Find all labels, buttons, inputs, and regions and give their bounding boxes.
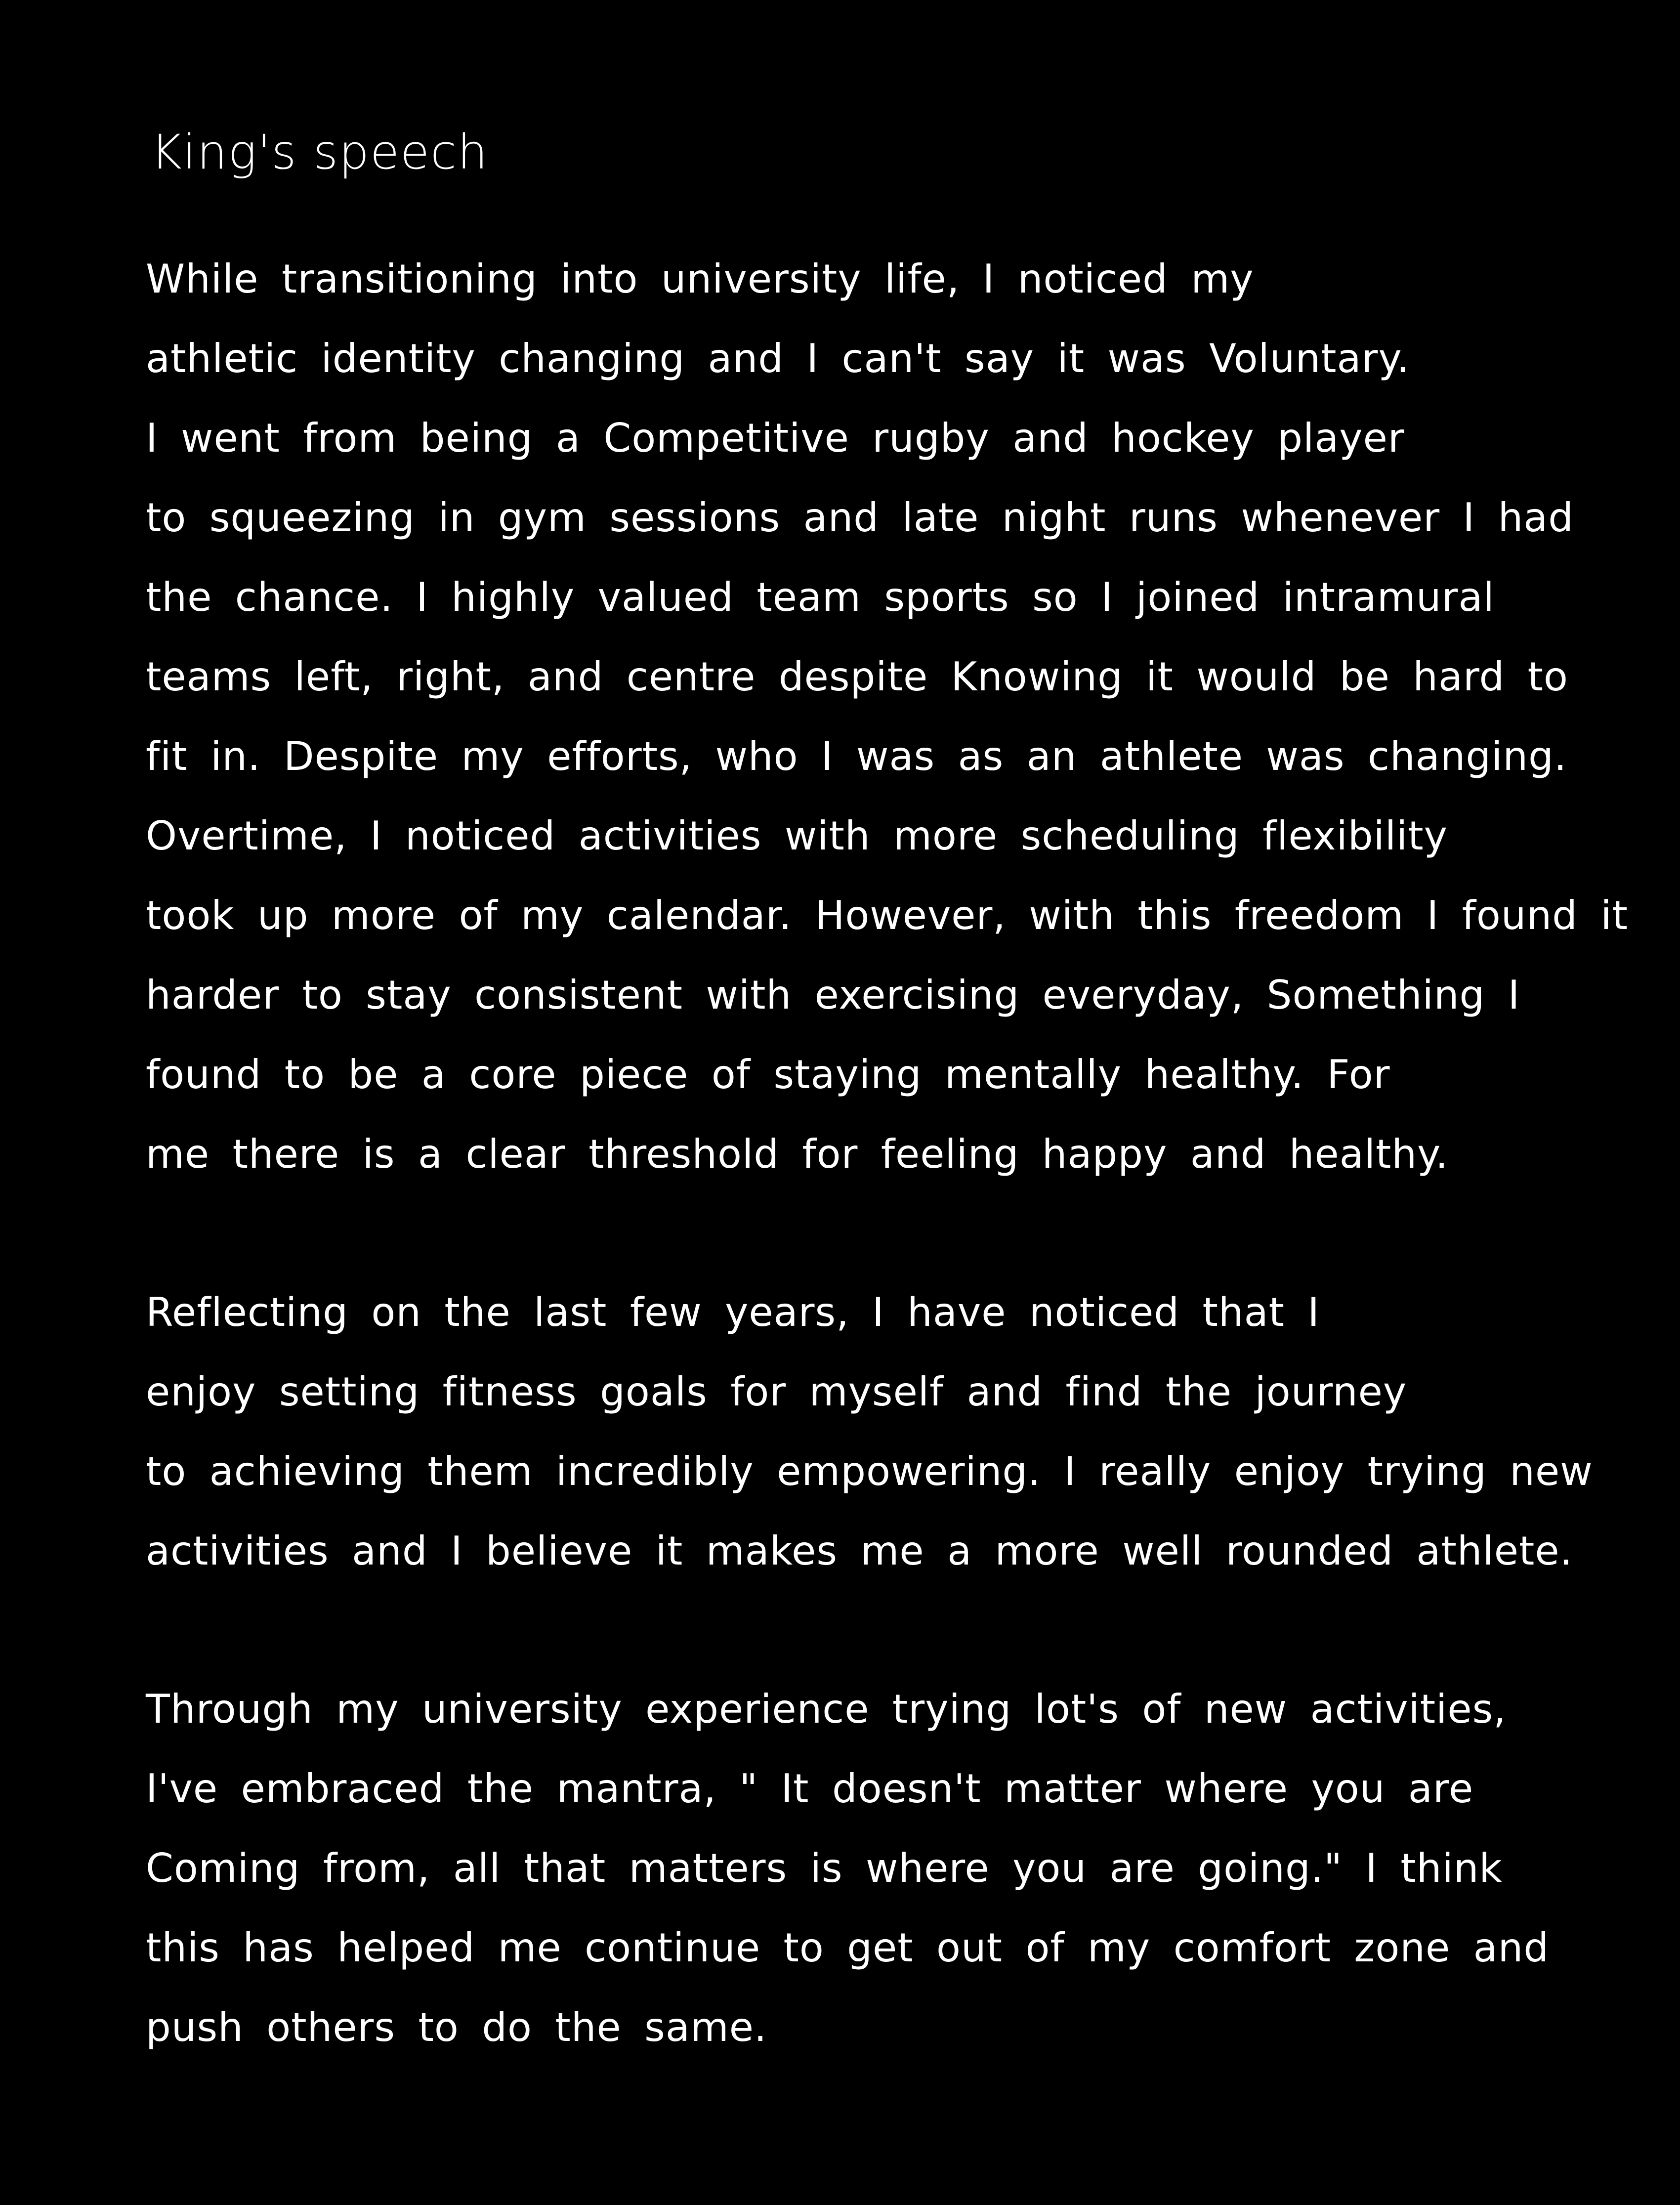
text-line: activities and I believe it makes me a more well rounded athlete. (146, 1528, 1573, 1574)
paragraph-reflection (146, 1272, 1593, 1591)
text-line: enjoy setting fitness goals for myself and find the journey (146, 1369, 1407, 1415)
text-line: push others to do the same. (146, 2004, 767, 2050)
text-line: me there is a clear threshold for feeling happy and healthy. (146, 1131, 1449, 1177)
text-line: found to be a core piece of staying mentally healthy. For (146, 1052, 1390, 1098)
text-line: athletic identity changing and I can't say it was Voluntary. (146, 336, 1410, 382)
text-line: harder to stay consistent with exercising everyday, Something I (146, 972, 1520, 1018)
text-line: While transitioning into university life, I noticed my (146, 256, 1254, 302)
page-title: King's speech (151, 125, 489, 180)
text-line: Through my university experience trying lot's of new activities, (146, 1686, 1507, 1732)
paragraph-mantra (146, 1669, 1550, 2067)
text-line: fit in. Despite my efforts, who I was as an athlete was changing. (146, 733, 1567, 779)
text-line: the chance. I highly valued team sports so I joined intramural (146, 574, 1495, 620)
text-line: Coming from, all that matters is where you are going." I think (146, 1845, 1503, 1891)
text-line: I've embraced the mantra, " It doesn't matter where you are (146, 1766, 1474, 1812)
text-line: took up more of my calendar. However, with this freedom I found it (146, 892, 1628, 938)
text-line: Overtime, I noticed activities with more scheduling flexibility (146, 813, 1448, 859)
text-line: Reflecting on the last few years, I have noticed that I (146, 1289, 1320, 1335)
text-line: I went from being a Competitive rugby and hockey player (146, 415, 1405, 461)
text-line: to squeezing in gym sessions and late night runs whenever I had (146, 495, 1574, 541)
paragraph-transition (146, 239, 1628, 1194)
text-line: to achieving them incredibly empowering. I really enjoy trying new (146, 1448, 1593, 1494)
text-line: this has helped me continue to get out of my comfort zone and (146, 1925, 1550, 1971)
text-line: teams left, right, and centre despite Knowing it would be hard to (146, 654, 1568, 700)
